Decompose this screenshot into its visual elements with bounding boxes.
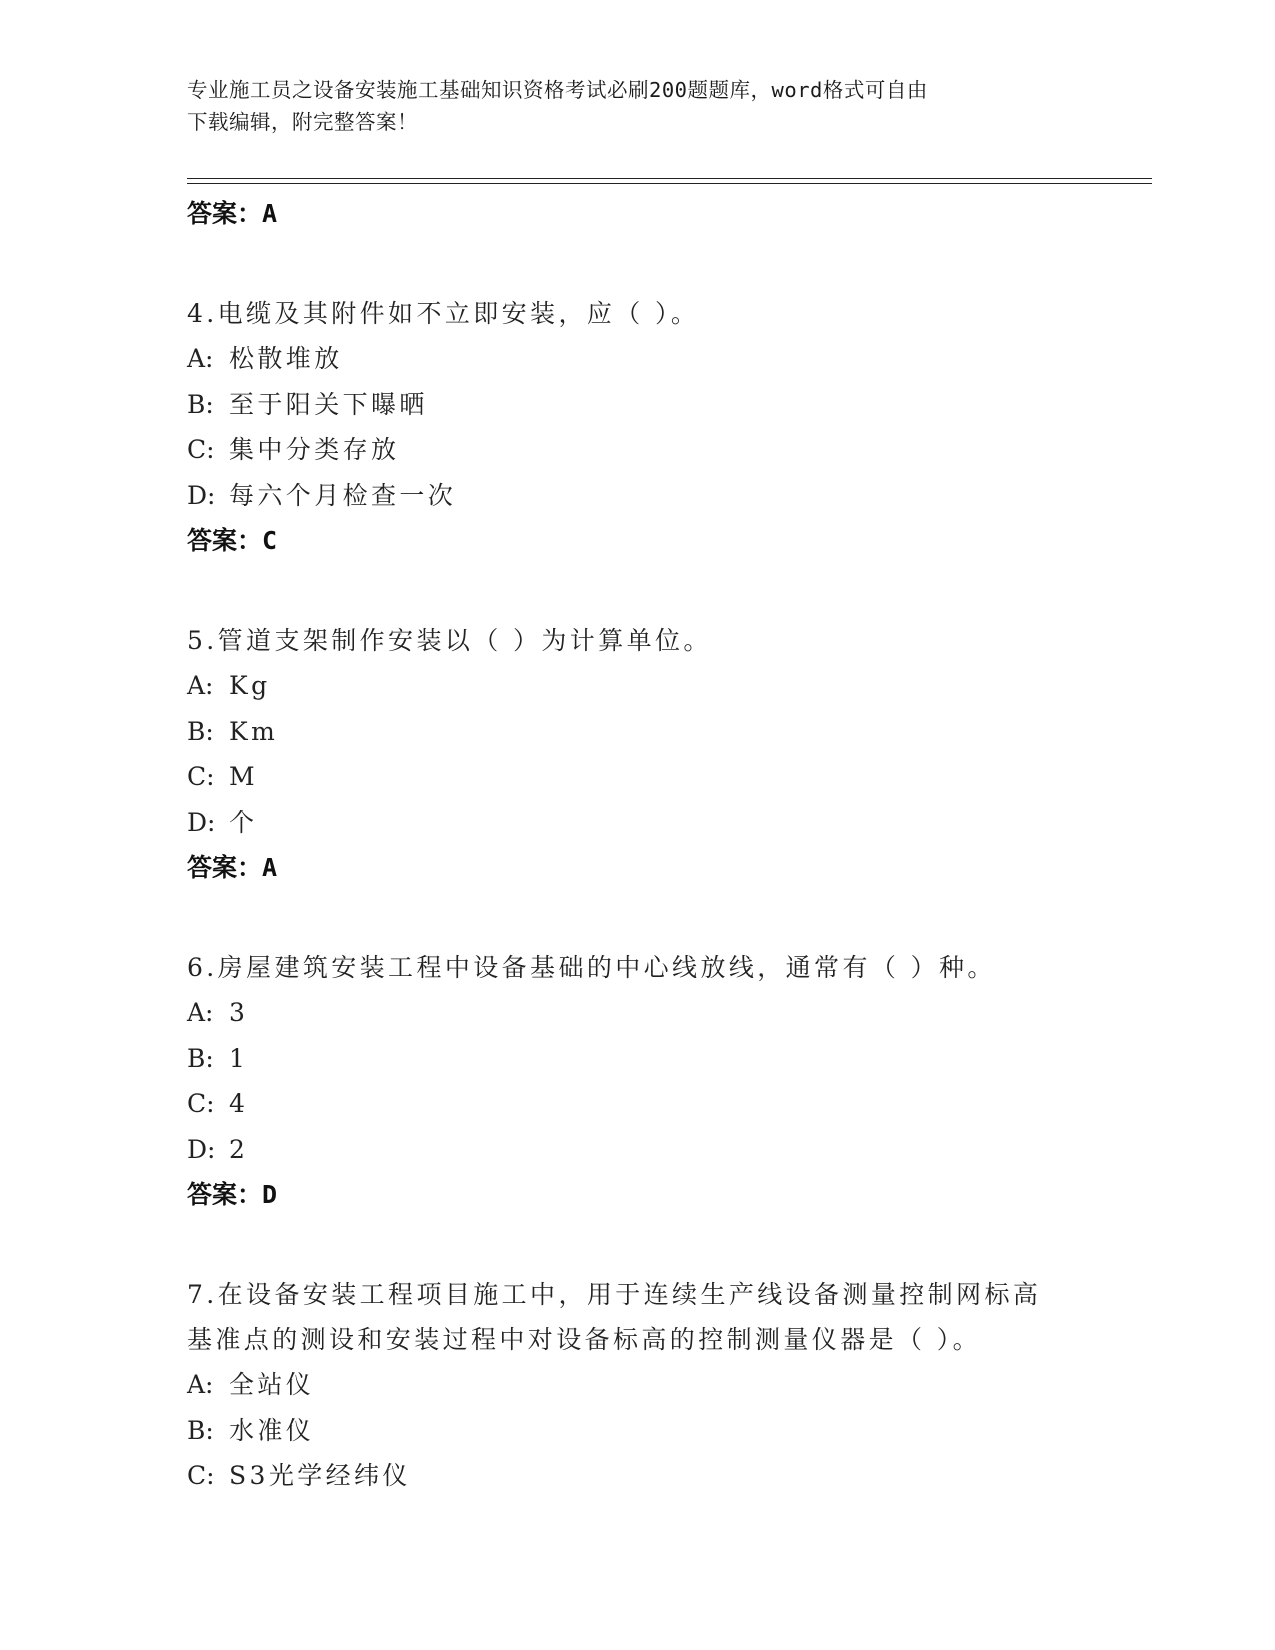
option-d [187,473,1107,519]
option-a [187,990,1107,1036]
option-d [187,800,1107,846]
question-7 [187,1272,1107,1499]
option-text: 个 [229,807,258,837]
option-letter: A: [187,344,214,373]
question-stem-line-2: 基准点的测设和安装过程中对设备标高的控制测量仪器是（ ）。 [187,1325,982,1354]
option-text: 全站仪 [229,1370,315,1399]
option-text: 至于阳关下曝晒 [229,389,428,419]
question-stem: 4.电缆及其附件如不立即安装，应（ ）。 [187,299,700,328]
option-letter: D: [187,480,216,510]
option-letter: B: [187,389,214,419]
question-5 [187,618,1107,890]
option-c [187,754,1107,800]
option-text: 3 [229,998,249,1027]
answer-label: 答案：A [187,853,278,882]
option-letter: C: [187,435,215,464]
question-4 [187,291,1107,563]
header-divider-thick [187,178,1152,179]
option-letter: C: [187,1461,215,1490]
option-c [187,1453,1107,1499]
option-text: Kg [229,671,271,700]
option-text: M [229,762,258,791]
option-letter: A: [187,1370,214,1399]
question-stem: 6.房屋建筑安装工程中设备基础的中心线放线，通常有（ ）种。 [187,953,996,982]
answer-label: 答案：D [187,1180,278,1209]
option-text: 2 [229,1134,249,1164]
option-text: S3光学经纬仪 [229,1461,411,1490]
header-line-2: 下载编辑，附完整答案！ [187,110,418,134]
option-letter: B: [187,1415,214,1445]
option-text: 4 [229,1089,249,1118]
option-b [187,709,1107,755]
header-line-1: 专业施工员之设备安装施工基础知识资格考试必刷200题题库，word格式可自由 [187,78,928,102]
question-list [187,191,1107,1499]
option-text: 1 [229,1043,249,1073]
option-a [187,336,1107,382]
option-letter: D: [187,1134,216,1164]
option-letter: A: [187,998,214,1027]
header-divider-thin [187,183,1152,184]
option-text: 每六个月检查一次 [229,480,457,510]
option-letter: C: [187,762,215,791]
option-letter: B: [187,716,214,746]
option-text: Km [229,716,279,746]
option-a [187,663,1107,709]
option-letter: D: [187,807,216,837]
option-c [187,427,1107,473]
option-b [187,382,1107,428]
question-stem: 5.管道支架制作安装以（ ）为计算单位。 [187,626,712,655]
option-b [187,1408,1107,1454]
question-stem-line-1: 7.在设备安装工程项目施工中，用于连续生产线设备测量控制网标高 [187,1280,1042,1309]
option-text: 松散堆放 [229,344,343,373]
page-header [187,74,1087,138]
option-b [187,1036,1107,1082]
option-text: 集中分类存放 [229,435,400,464]
option-text: 水准仪 [229,1415,315,1445]
question-6 [187,945,1107,1217]
option-letter: C: [187,1089,215,1118]
option-d [187,1127,1107,1173]
option-letter: A: [187,671,214,700]
option-c [187,1081,1107,1127]
option-a [187,1362,1107,1408]
answer-label: 答案：C [187,526,278,555]
answer-label: 答案：A [187,199,278,228]
option-letter: B: [187,1043,214,1073]
